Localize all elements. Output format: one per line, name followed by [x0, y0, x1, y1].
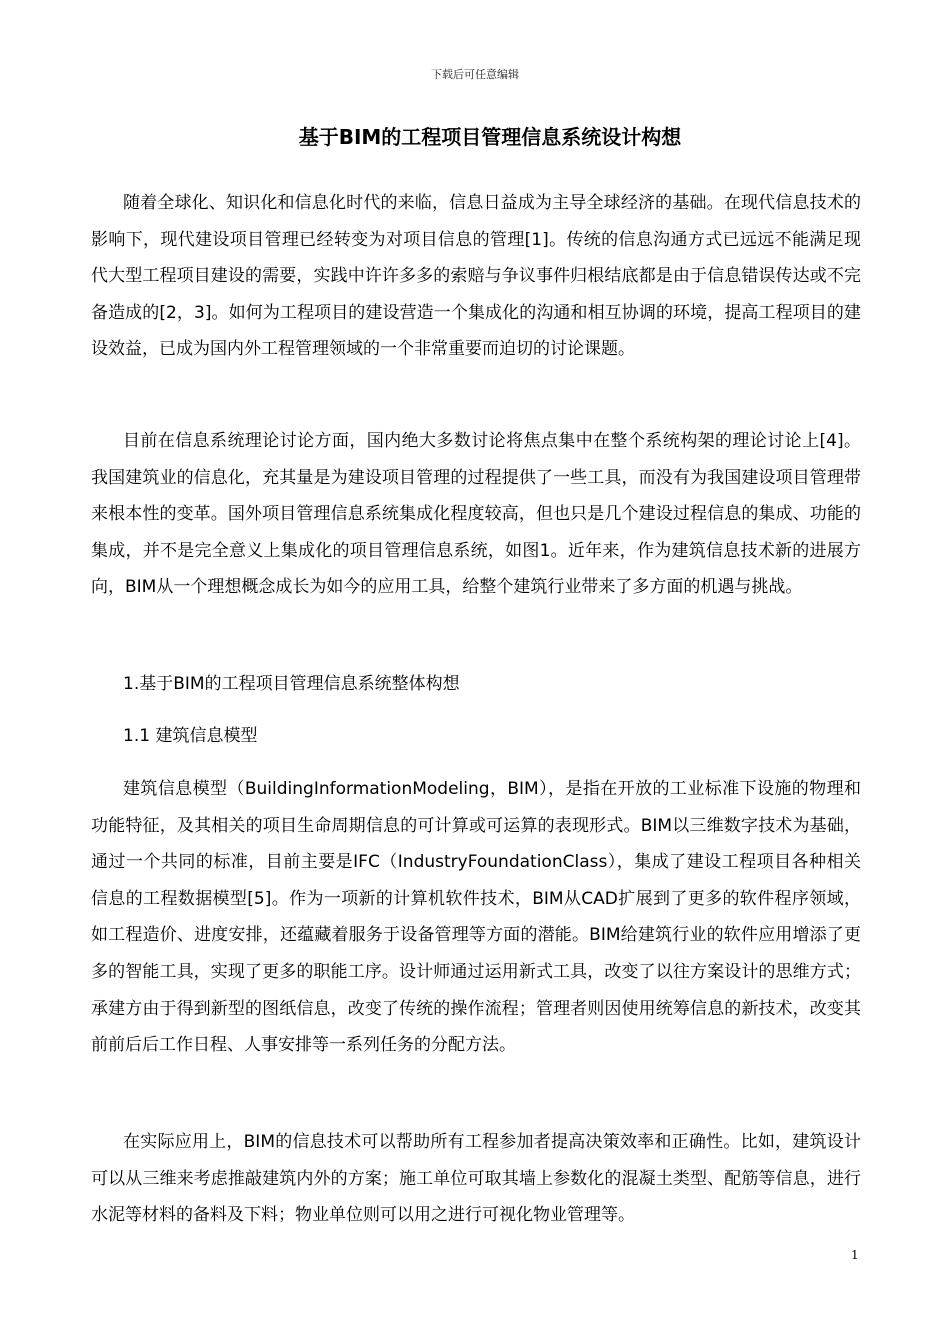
section-heading-1: 1.基于BIM的工程项目管理信息系统整体构想	[123, 674, 460, 694]
paragraph-bim-application: 在实际应用上，BIM的信息技术可以帮助所有工程参加者提高决策效率和正确性。比如，建筑设计可以从三维来考虑推敲建筑内外的方案；施工单位可取其墙上参数化的混凝土类型、配筋等信息，进行水泥等材料的备料及下料；物业单位则可以用之进行可视化物业管理等。	[91, 1132, 861, 1226]
header-note: 下载后可任意编辑	[431, 68, 519, 81]
section-heading-1-1: 1.1 建筑信息模型	[123, 726, 258, 746]
document-title: 基于BIM的工程项目管理信息系统设计构想	[298, 125, 682, 149]
paragraph-bim-definition: 建筑信息模型（BuildingInformationModeling，BIM），是指在开放的工业标准下设施的物理和功能特征，及其相关的项目生命周期信息的可计算或可运算的表现形式。BIM以三维数字技术为基础，通过一个共同的标准，目前主要是IFC（IndustryFoundationClass），集成了建设工程项目各种相关信息的工程数据模型[5]。作为一项新的计算机软件技术，BIM从CAD扩展到了更多的软件程序领域，如工程造价、进度安排，还蕴藏着服务于设备管理等方面的潜能。BIM给建筑行业的软件应用增添了更多的智能工具，实现了更多的职能工序。设计师通过运用新式工具，改变了以往方案设计的思维方式；承建方由于得到新型的图纸信息，改变了传统的操作流程；管理者则因使用统筹信息的新技术，改变其前前后后工作日程、人事安排等一系列任务的分配方法。	[91, 779, 861, 1056]
paragraph-research-status: 目前在信息系统理论讨论方面，国内绝大多数讨论将焦点集中在整个系统构架的理论讨论上[4]。我国建筑业的信息化，充其量是为建设项目管理的过程提供了一些工具，而没有为我国建设项目管理带来根本性的变革。国外项目管理信息系统集成化程度较高，但也只是几个建设过程信息的集成、功能的集成，并不是完全意义上集成化的项目管理信息系统，如图1。近年来，作为建筑信息技术新的进展方向，BIM从一个理想概念成长为如今的应用工具，给整个建筑行业带来了多方面的机遇与挑战。	[91, 431, 861, 598]
page-number: 1	[851, 1248, 859, 1262]
paragraph-intro: 随着全球化、知识化和信息化时代的来临，信息日益成为主导全球经济的基础。在现代信息技术的影响下，现代建设项目管理已经转变为对项目信息的管理[1]。传统的信息沟通方式已远远不能满足现代大型工程项目建设的需要，实践中许许多多的索赔与争议事件归根结底都是由于信息错误传达或不完备造成的[2，3]。如何为工程项目的建设营造一个集成化的沟通和相互协调的环境，提高工程项目的建设效益，已成为国内外工程管理领域的一个非常重要而迫切的讨论课题。	[91, 193, 861, 360]
